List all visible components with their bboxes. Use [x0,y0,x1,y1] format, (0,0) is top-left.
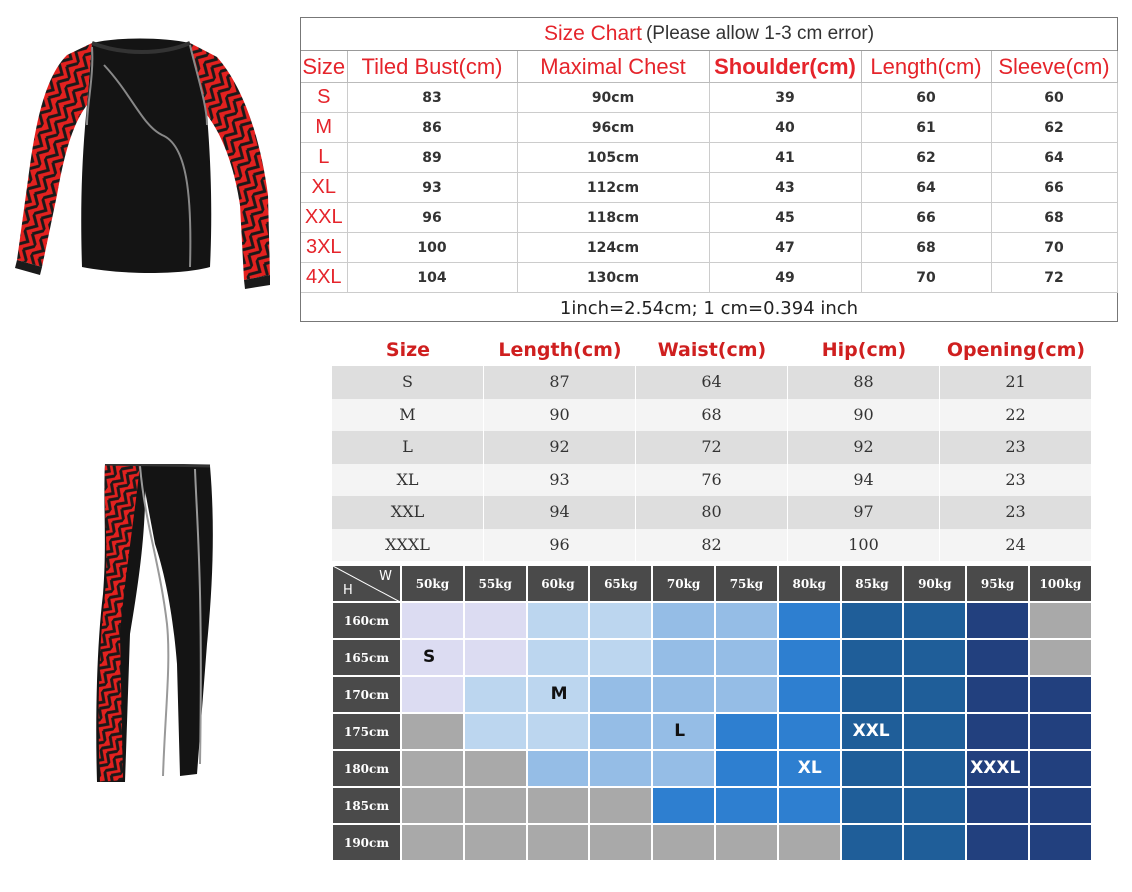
measurement-cell: 92 [788,431,940,464]
shirt-table-note: (Please allow 1-3 cm error) [645,23,875,44]
weight-header: 75kg [715,565,778,602]
size-zone-cell [841,639,904,676]
measurement-cell: 68 [636,399,788,432]
size-zone-cell [527,750,590,787]
height-header: 175cm [332,713,401,750]
measurement-cell: 87 [484,366,636,399]
size-zone-cell [401,750,464,787]
shirt-size-grid [301,51,1118,293]
size-zone-cell [589,639,652,676]
pants-header-hip: Hip(cm) [821,339,907,361]
size-zone-cell [589,713,652,750]
size-zone-cell [778,602,841,639]
size-zone-cell [401,787,464,824]
size-label: 3XL [301,233,347,263]
size-label: 4XL [301,263,347,293]
measurement-cell: 68 [861,233,991,263]
measurement-cell: 61 [861,113,991,143]
measurement-cell: 45 [709,203,861,233]
pants-table-row [332,464,1092,497]
measurement-cell: 49 [709,263,861,293]
measurement-cell: 23 [940,431,1092,464]
measurement-cell: 43 [709,173,861,203]
weight-header: 85kg [841,565,904,602]
measurement-cell: 60 [861,83,991,113]
size-zone-cell [589,824,652,861]
corner-weight-label: W [379,569,392,584]
measurement-cell: 83 [347,83,517,113]
shirt-table-row [301,143,1117,173]
measurement-cell: 90 [788,399,940,432]
measurement-cell: 104 [347,263,517,293]
size-label: XXL [332,496,484,529]
size-label: XXXL [332,529,484,562]
size-zone-cell [841,602,904,639]
measurement-cell: 72 [636,431,788,464]
measurement-cell: 66 [991,173,1117,203]
measurement-cell: 23 [940,464,1092,497]
size-zone-cell [903,750,966,787]
shirt-header-bust: Tiled Bust(cm) [347,51,517,83]
measurement-cell: 130cm [517,263,709,293]
size-zone-cell [1029,787,1092,824]
size-label: XL [301,173,347,203]
size-zone-label: XL [797,758,822,778]
size-zone-cell [464,713,527,750]
measurement-cell: 21 [940,366,1092,399]
size-zone-cell [464,639,527,676]
pants-header-size: Size [385,339,431,361]
height-header: 180cm [332,750,401,787]
measurement-cell: 124cm [517,233,709,263]
size-zone-cell [464,750,527,787]
shirt-header-shoulder [709,51,861,83]
weight-header: 65kg [589,565,652,602]
measurement-cell: 92 [484,431,636,464]
size-zone-cell [464,787,527,824]
size-zone-cell [903,602,966,639]
pants-header-length: Length(cm) [498,339,622,361]
size-zone-cell [841,787,904,824]
weight-header: 100kg [1029,565,1092,602]
measurement-cell: 96 [484,529,636,562]
size-zone-cell [778,787,841,824]
measurement-cell: 86 [347,113,517,143]
shirt-table-header-row [301,51,1117,83]
size-zone-cell [966,787,1029,824]
grid-corner-header [332,565,401,602]
measurement-cell: 68 [991,203,1117,233]
measurement-cell: 90cm [517,83,709,113]
size-zone-cell [1029,602,1092,639]
shirt-table-row [301,83,1117,113]
size-zone-cell [464,824,527,861]
height-header: 160cm [332,602,401,639]
measurement-cell: 80 [636,496,788,529]
measurement-cell: 100 [347,233,517,263]
height-header: 170cm [332,676,401,713]
weight-header: 90kg [903,565,966,602]
shirt-table-row [301,203,1117,233]
size-zone-cell [527,824,590,861]
size-label: S [332,366,484,399]
pants-table-row [332,496,1092,529]
measurement-cell: 64 [861,173,991,203]
size-label: S [301,83,347,113]
size-zone-cell [841,824,904,861]
size-zone-cell [966,602,1029,639]
size-zone-label: S [423,647,436,667]
pants-table-row [332,529,1092,562]
measurement-cell: 94 [788,464,940,497]
compression-shirt-image [12,35,272,300]
measurement-cell: 94 [484,496,636,529]
unit-conversion-note: 1inch=2.54cm; 1 cm=0.394 inch [559,297,859,319]
size-zone-cell [652,824,715,861]
pants-size-table [332,334,1092,561]
measurement-cell: 96cm [517,113,709,143]
size-zone-label: M [550,684,568,704]
size-zone-cell [589,787,652,824]
size-zone-cell [715,639,778,676]
measurement-cell: 62 [991,113,1117,143]
measurement-cell: 39 [709,83,861,113]
pants-table-row [332,431,1092,464]
weight-header: 50kg [401,565,464,602]
size-zone-cell [464,602,527,639]
size-zone-cell [715,824,778,861]
measurement-cell: 72 [991,263,1117,293]
size-zone-cell [1029,750,1092,787]
shirt-table-title: Size Chart [543,22,642,45]
size-label: L [332,431,484,464]
size-zone-cell [527,713,590,750]
measurement-cell: 22 [940,399,1092,432]
size-zone-cell [589,676,652,713]
measurement-cell: 40 [709,113,861,143]
pants-table-row [332,366,1092,399]
measurement-cell: 76 [636,464,788,497]
size-zone-label: XXXL [970,758,1021,778]
size-zone-cell [401,676,464,713]
shirt-header-shoulder-text: Shoulder(cm) [714,53,856,79]
weight-header: 70kg [652,565,715,602]
size-zone-cell [652,787,715,824]
measurement-cell: 93 [484,464,636,497]
measurement-cell: 88 [788,366,940,399]
size-zone-label: L [674,721,686,741]
size-zone-cell [966,824,1029,861]
height-header: 190cm [332,824,401,861]
measurement-cell: 105cm [517,143,709,173]
height-header: 185cm [332,787,401,824]
size-label: M [332,399,484,432]
size-zone-cell [903,787,966,824]
size-zone-cell [715,676,778,713]
weight-header: 80kg [778,565,841,602]
size-zone-cell [715,713,778,750]
size-zone-cell [966,713,1029,750]
size-zone-cell [589,750,652,787]
size-zone-cell [841,676,904,713]
corner-height-label: H [343,583,353,598]
measurement-cell: 112cm [517,173,709,203]
pants-header-waist: Waist(cm) [657,339,767,361]
shirt-header-length: Length(cm) [861,51,991,83]
pants-table-row [332,399,1092,432]
pants-table-header-row [332,334,1092,366]
size-zone-cell [527,787,590,824]
weight-header: 60kg [527,565,590,602]
shirt-table-title-row [301,18,1117,51]
measurement-cell: 118cm [517,203,709,233]
size-label: M [301,113,347,143]
shirt-size-table [300,17,1118,322]
size-zone-cell [401,713,464,750]
compression-pants-image [85,464,225,784]
pants-header-opening: Opening(cm) [946,339,1086,361]
size-zone-cell [841,750,904,787]
shirt-table-row [301,173,1117,203]
shirt-header-sleeve: Sleeve(cm) [991,51,1117,83]
shirt-table-row [301,263,1117,293]
measurement-cell: 97 [788,496,940,529]
measurement-cell: 90 [484,399,636,432]
size-zone-cell [652,750,715,787]
measurement-cell: 100 [788,529,940,562]
measurement-cell: 64 [991,143,1117,173]
size-zone-cell [1029,713,1092,750]
size-zone-cell [652,602,715,639]
size-zone-cell [903,713,966,750]
measurement-cell: 70 [991,233,1117,263]
size-zone-cell [1029,824,1092,861]
measurement-cell: 24 [940,529,1092,562]
size-label: XXL [301,203,347,233]
size-zone-label: XXL [852,721,890,741]
measurement-cell: 41 [709,143,861,173]
size-zone-cell [715,602,778,639]
size-zone-cell [1029,639,1092,676]
shirt-header-chest: Maximal Chest [517,51,709,83]
size-zone-cell [715,787,778,824]
measurement-cell: 70 [861,263,991,293]
measurement-cell: 47 [709,233,861,263]
size-zone-cell [903,824,966,861]
size-label: XL [332,464,484,497]
size-zone-cell [778,713,841,750]
weight-header: 95kg [966,565,1029,602]
size-zone-cell [778,676,841,713]
size-zone-cell [903,676,966,713]
size-zone-cell [527,602,590,639]
size-zone-cell [966,639,1029,676]
size-zone-cell [464,676,527,713]
shirt-table-row [301,113,1117,143]
size-zone-cell [527,639,590,676]
measurement-cell: 62 [861,143,991,173]
shirt-table-row [301,233,1117,263]
size-zone-cell [966,676,1029,713]
measurement-cell: 96 [347,203,517,233]
height-header: 165cm [332,639,401,676]
weight-header: 55kg [464,565,527,602]
size-zone-cell [589,602,652,639]
shirt-header-size: Size [301,51,347,83]
size-zone-cell [401,824,464,861]
size-zone-cell [1029,676,1092,713]
size-zone-cell [778,639,841,676]
size-zone-cell [903,639,966,676]
measurement-cell: 89 [347,143,517,173]
measurement-cell: 66 [861,203,991,233]
measurement-cell: 93 [347,173,517,203]
size-label: L [301,143,347,173]
size-zone-cell [401,602,464,639]
size-zone-cell [715,750,778,787]
weight-height-size-grid [332,565,1092,861]
measurement-cell: 23 [940,496,1092,529]
size-zone-cell [778,824,841,861]
measurement-cell: 64 [636,366,788,399]
size-zone-cell [652,676,715,713]
measurement-cell: 82 [636,529,788,562]
size-zone-cell [652,639,715,676]
measurement-cell: 60 [991,83,1117,113]
